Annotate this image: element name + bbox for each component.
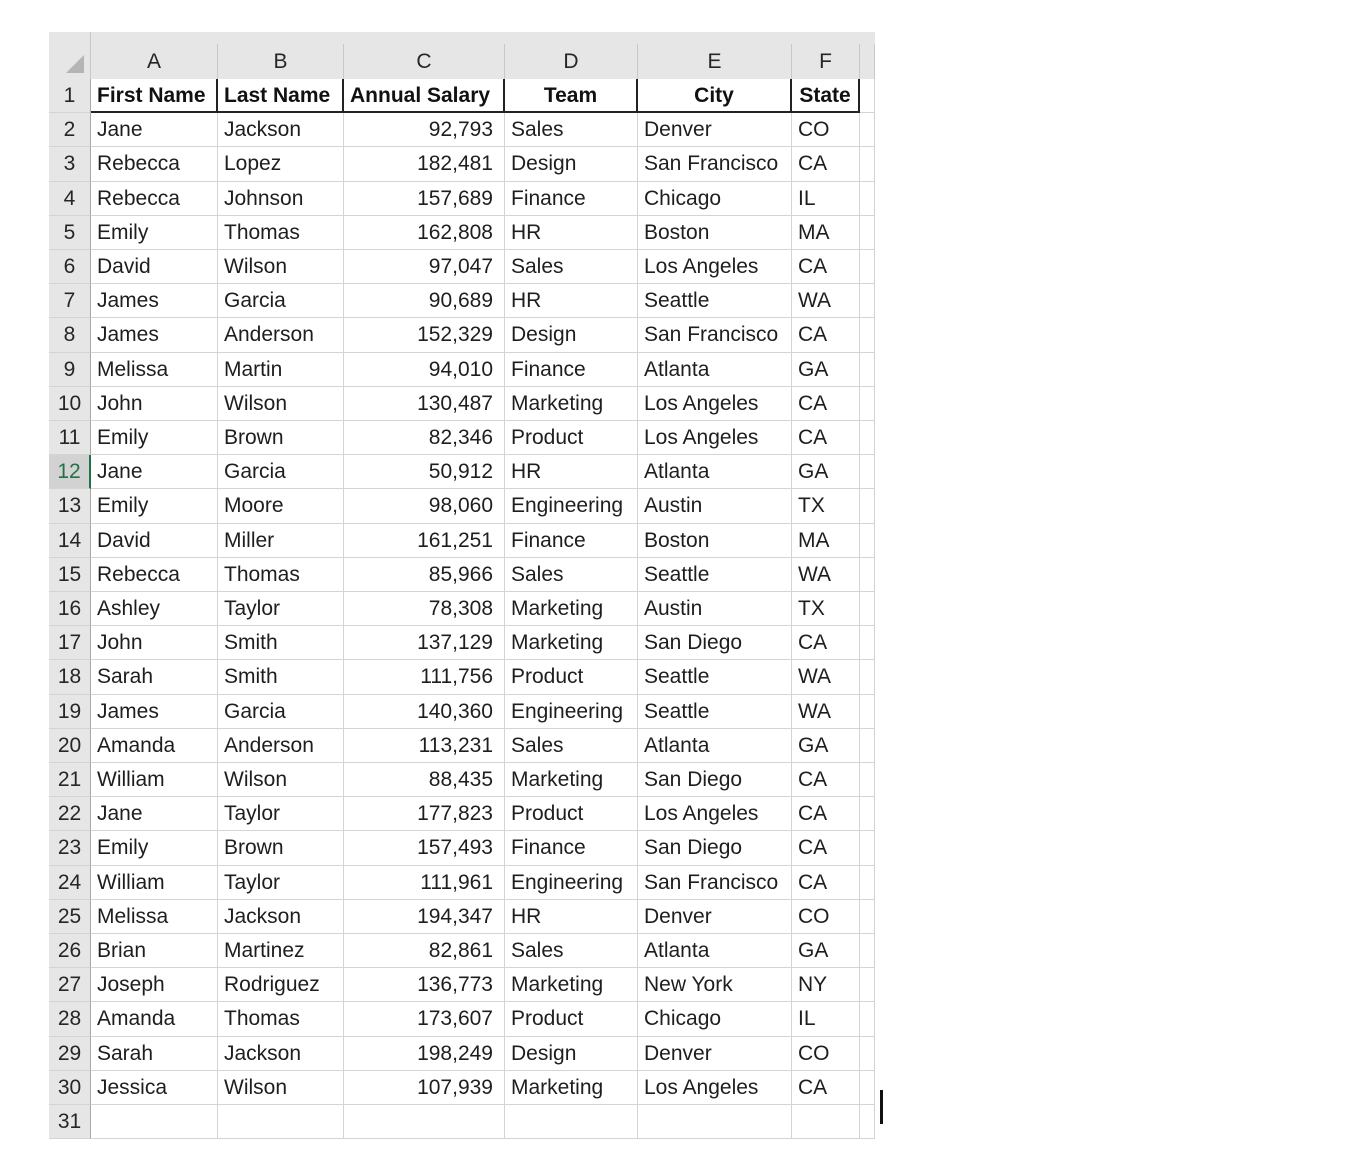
row-header-23[interactable]: 23 (49, 831, 91, 865)
cell-empty[interactable] (860, 558, 875, 592)
cell-state[interactable]: CA (792, 1071, 860, 1105)
cell-last-name[interactable] (218, 1105, 344, 1139)
cell-state[interactable]: MA (792, 524, 860, 558)
cell-last-name[interactable]: Wilson (218, 250, 344, 284)
cell-first-name[interactable]: James (91, 695, 218, 729)
cell-state[interactable]: MA (792, 216, 860, 250)
cell-annual-salary[interactable]: 140,360 (344, 695, 505, 729)
cell-team[interactable]: HR (505, 900, 638, 934)
row-header-5[interactable]: 5 (49, 216, 91, 250)
cell-first-name[interactable]: John (91, 387, 218, 421)
row-header-20[interactable]: 20 (49, 729, 91, 763)
table-row (49, 968, 875, 1002)
cell-last-name[interactable]: Lopez (218, 147, 344, 181)
cell-state[interactable]: NY (792, 968, 860, 1002)
cell-last-name[interactable]: Thomas (218, 558, 344, 592)
cell-city[interactable]: San Diego (638, 831, 792, 865)
row-header-2[interactable]: 2 (49, 113, 91, 147)
cell-city[interactable]: Seattle (638, 695, 792, 729)
cell-annual-salary[interactable]: 113,231 (344, 729, 505, 763)
cell-empty[interactable] (860, 1071, 875, 1105)
cell-annual-salary[interactable]: 157,493 (344, 831, 505, 865)
cell-empty[interactable] (860, 763, 875, 797)
cell-annual-salary[interactable]: 194,347 (344, 900, 505, 934)
cell-city[interactable]: Denver (638, 900, 792, 934)
column-header-d[interactable]: D (505, 44, 638, 79)
cell-state[interactable]: CO (792, 900, 860, 934)
table-row (49, 626, 875, 660)
row-header-29[interactable]: 29 (49, 1037, 91, 1071)
cell-city[interactable]: Austin (638, 489, 792, 523)
cell-last-name[interactable]: Taylor (218, 797, 344, 831)
cell-first-name[interactable]: Joseph (91, 968, 218, 1002)
cell-last-name[interactable]: Thomas (218, 216, 344, 250)
cell-annual-salary[interactable]: 82,861 (344, 934, 505, 968)
table-row (49, 763, 875, 797)
cell-last-name[interactable]: Wilson (218, 387, 344, 421)
table-row (49, 524, 875, 558)
cell-first-name[interactable]: Amanda (91, 729, 218, 763)
cell-team[interactable]: Finance (505, 182, 638, 216)
spreadsheet-grid (49, 32, 875, 1133)
cell-first-name[interactable]: Emily (91, 489, 218, 523)
cell-empty[interactable] (860, 353, 875, 387)
row-header-28[interactable]: 28 (49, 1002, 91, 1036)
cell-team[interactable]: Product (505, 421, 638, 455)
cell-state[interactable]: WA (792, 284, 860, 318)
row-header-24[interactable]: 24 (49, 866, 91, 900)
cell-annual-salary[interactable]: 130,487 (344, 387, 505, 421)
table-row (49, 489, 875, 523)
cell-empty[interactable] (860, 1002, 875, 1036)
table-row (49, 1002, 875, 1036)
select-all-triangle-icon (66, 55, 84, 73)
cell-team[interactable]: Engineering (505, 489, 638, 523)
table-row (49, 318, 875, 352)
cell-state[interactable]: GA (792, 729, 860, 763)
cell-team[interactable]: HR (505, 216, 638, 250)
cell-empty[interactable] (860, 147, 875, 181)
cell-empty[interactable] (860, 318, 875, 352)
cell-annual-salary[interactable]: 198,249 (344, 1037, 505, 1071)
cell-empty[interactable] (860, 524, 875, 558)
cell-team[interactable]: Marketing (505, 626, 638, 660)
cell-empty[interactable] (860, 900, 875, 934)
cell-team[interactable]: HR (505, 284, 638, 318)
row-header-3[interactable]: 3 (49, 147, 91, 181)
cell-city[interactable]: San Francisco (638, 147, 792, 181)
cell-team[interactable]: Sales (505, 729, 638, 763)
cell-annual-salary[interactable]: 182,481 (344, 147, 505, 181)
cell-last-name[interactable]: Jackson (218, 1037, 344, 1071)
table-row (49, 353, 875, 387)
cell-state[interactable]: CA (792, 318, 860, 352)
column-header-a[interactable]: A (91, 44, 218, 79)
cell-team[interactable]: Sales (505, 250, 638, 284)
cell-team[interactable]: Design (505, 147, 638, 181)
cell-team[interactable]: Design (505, 318, 638, 352)
cell-city[interactable]: Atlanta (638, 353, 792, 387)
cell-team[interactable]: Marketing (505, 592, 638, 626)
cell-last-name[interactable]: Smith (218, 660, 344, 694)
cell-first-name[interactable]: Sarah (91, 660, 218, 694)
cell-first-name[interactable]: Melissa (91, 900, 218, 934)
column-header-g[interactable] (860, 44, 875, 79)
cell-team[interactable]: Sales (505, 113, 638, 147)
cell-team[interactable] (505, 1105, 638, 1139)
cell-team[interactable]: Design (505, 1037, 638, 1071)
cell-city[interactable]: Seattle (638, 660, 792, 694)
cell-city[interactable]: Los Angeles (638, 250, 792, 284)
cell-last-name[interactable]: Taylor (218, 866, 344, 900)
cell-empty[interactable] (860, 284, 875, 318)
row-header-12[interactable]: 12 (49, 455, 91, 489)
cell-city[interactable]: Los Angeles (638, 797, 792, 831)
row-header-30[interactable]: 30 (49, 1071, 91, 1105)
table-row (49, 660, 875, 694)
header-cell-last-name[interactable]: Last Name (218, 79, 344, 113)
cell-first-name[interactable]: Jane (91, 455, 218, 489)
cell-last-name[interactable]: Martin (218, 353, 344, 387)
cell-first-name[interactable]: William (91, 763, 218, 797)
cell-empty[interactable] (860, 797, 875, 831)
cell-last-name[interactable]: Martinez (218, 934, 344, 968)
row-header-1[interactable]: 1 (49, 79, 91, 113)
header-cell-team[interactable]: Team (505, 79, 638, 113)
cell-city[interactable]: Atlanta (638, 729, 792, 763)
cell-first-name[interactable]: Rebecca (91, 558, 218, 592)
table-row (49, 592, 875, 626)
cell-last-name[interactable]: Wilson (218, 1071, 344, 1105)
cell-state[interactable] (792, 1105, 860, 1139)
cell-team[interactable]: Finance (505, 524, 638, 558)
cell-state[interactable]: TX (792, 489, 860, 523)
cell-city[interactable]: Denver (638, 113, 792, 147)
row-header-13[interactable]: 13 (49, 489, 91, 523)
cell-last-name[interactable]: Rodriguez (218, 968, 344, 1002)
header-cell-annual-salary[interactable]: Annual Salary (344, 79, 505, 113)
cell-state[interactable]: GA (792, 934, 860, 968)
cell-state[interactable]: GA (792, 353, 860, 387)
cell-team[interactable]: Product (505, 660, 638, 694)
cell-city[interactable]: Chicago (638, 1002, 792, 1036)
cell-state[interactable]: GA (792, 455, 860, 489)
cell-state[interactable]: CA (792, 626, 860, 660)
cell-state[interactable]: CA (792, 797, 860, 831)
cell-empty[interactable] (860, 387, 875, 421)
table-row (49, 182, 875, 216)
table-row (49, 695, 875, 729)
cell-first-name[interactable]: Rebecca (91, 182, 218, 216)
cell-state[interactable]: CA (792, 147, 860, 181)
cell-empty[interactable] (860, 250, 875, 284)
column-header-bar (49, 32, 875, 79)
header-cell-state[interactable]: State (792, 79, 860, 113)
cell-annual-salary[interactable]: 78,308 (344, 592, 505, 626)
cell-first-name[interactable]: David (91, 524, 218, 558)
cell-first-name[interactable]: Amanda (91, 1002, 218, 1036)
cell-empty[interactable] (860, 866, 875, 900)
cell-team[interactable]: Sales (505, 558, 638, 592)
cell-annual-salary[interactable]: 162,808 (344, 216, 505, 250)
cell-empty[interactable] (860, 182, 875, 216)
cell-team[interactable]: Marketing (505, 1071, 638, 1105)
cell-empty[interactable] (860, 695, 875, 729)
row-header-14[interactable]: 14 (49, 524, 91, 558)
cell-first-name[interactable]: Melissa (91, 353, 218, 387)
cell-last-name[interactable]: Jackson (218, 900, 344, 934)
cell-team[interactable]: Finance (505, 353, 638, 387)
cell-city[interactable]: San Diego (638, 763, 792, 797)
table-row (49, 1105, 875, 1139)
table-row (49, 797, 875, 831)
cell-annual-salary[interactable]: 98,060 (344, 489, 505, 523)
cell-city[interactable]: Denver (638, 1037, 792, 1071)
cell-city[interactable] (638, 1105, 792, 1139)
cell-empty[interactable] (860, 660, 875, 694)
cell-empty[interactable] (860, 1037, 875, 1071)
cell-first-name[interactable]: Jane (91, 797, 218, 831)
table-row (49, 866, 875, 900)
cell-state[interactable]: CA (792, 763, 860, 797)
cell-first-name[interactable]: Brian (91, 934, 218, 968)
cell-city[interactable]: Atlanta (638, 934, 792, 968)
row-header-17[interactable]: 17 (49, 626, 91, 660)
cell-last-name[interactable]: Taylor (218, 592, 344, 626)
cell-first-name[interactable]: James (91, 318, 218, 352)
cell-annual-salary[interactable]: 137,129 (344, 626, 505, 660)
cell-last-name[interactable]: Thomas (218, 1002, 344, 1036)
cell-team[interactable]: Product (505, 1002, 638, 1036)
cell-state[interactable]: CA (792, 866, 860, 900)
column-header-b[interactable]: B (218, 44, 344, 79)
cell-city[interactable]: Seattle (638, 558, 792, 592)
table-row (49, 455, 875, 489)
cell-first-name[interactable]: Jessica (91, 1071, 218, 1105)
cell-annual-salary[interactable]: 152,329 (344, 318, 505, 352)
row-header-6[interactable]: 6 (49, 250, 91, 284)
row-header-19[interactable]: 19 (49, 695, 91, 729)
cell-annual-salary[interactable]: 161,251 (344, 524, 505, 558)
row-header-25[interactable]: 25 (49, 900, 91, 934)
cell-first-name[interactable] (91, 1105, 218, 1139)
cell-state[interactable]: CO (792, 1037, 860, 1071)
cell-last-name[interactable]: Moore (218, 489, 344, 523)
cell-team[interactable]: Engineering (505, 695, 638, 729)
cell-first-name[interactable]: Ashley (91, 592, 218, 626)
row-header-9[interactable]: 9 (49, 353, 91, 387)
text-cursor-icon (880, 1090, 883, 1124)
cell-city[interactable]: San Francisco (638, 866, 792, 900)
cell-first-name[interactable]: Rebecca (91, 147, 218, 181)
cell-city[interactable]: Los Angeles (638, 387, 792, 421)
cell-last-name[interactable]: Brown (218, 831, 344, 865)
table-row (49, 729, 875, 763)
header-cell-city[interactable]: City (638, 79, 792, 113)
cell-last-name[interactable]: Johnson (218, 182, 344, 216)
cell-city[interactable]: Los Angeles (638, 421, 792, 455)
table-row (49, 387, 875, 421)
cell-state[interactable]: TX (792, 592, 860, 626)
cell-annual-salary[interactable]: 173,607 (344, 1002, 505, 1036)
cell-state[interactable]: CA (792, 387, 860, 421)
cell-team[interactable]: Finance (505, 831, 638, 865)
cell-city[interactable]: New York (638, 968, 792, 1002)
cell-annual-salary[interactable]: 82,346 (344, 421, 505, 455)
table-row (49, 558, 875, 592)
cell-city[interactable]: Los Angeles (638, 1071, 792, 1105)
row-header-27[interactable]: 27 (49, 968, 91, 1002)
row-header-22[interactable]: 22 (49, 797, 91, 831)
cell-city[interactable]: San Francisco (638, 318, 792, 352)
cell-empty[interactable] (860, 968, 875, 1002)
header-cell-first-name[interactable]: First Name (91, 79, 218, 113)
cell-empty[interactable] (860, 421, 875, 455)
cell-city[interactable]: Boston (638, 524, 792, 558)
table-row (49, 421, 875, 455)
cell-annual-salary[interactable]: 107,939 (344, 1071, 505, 1105)
table-row (49, 250, 875, 284)
cell-empty[interactable] (860, 1105, 875, 1139)
cell-empty[interactable] (860, 592, 875, 626)
cell-first-name[interactable]: Emily (91, 421, 218, 455)
cell-city[interactable]: Boston (638, 216, 792, 250)
cell-annual-salary[interactable]: 111,756 (344, 660, 505, 694)
cell-empty[interactable] (860, 934, 875, 968)
row-header-7[interactable]: 7 (49, 284, 91, 318)
cell-last-name[interactable]: Jackson (218, 113, 344, 147)
column-header-c[interactable]: C (344, 44, 505, 79)
cell-annual-salary[interactable]: 136,773 (344, 968, 505, 1002)
table-row (49, 1071, 875, 1105)
cell-empty[interactable] (860, 626, 875, 660)
cell-first-name[interactable]: Sarah (91, 1037, 218, 1071)
table-row (49, 284, 875, 318)
cell-team[interactable]: Marketing (505, 968, 638, 1002)
column-header-f[interactable]: F (792, 44, 860, 79)
cell-state[interactable]: WA (792, 660, 860, 694)
table-row (49, 1037, 875, 1071)
cell-annual-salary[interactable] (344, 1105, 505, 1139)
cell-last-name[interactable]: Wilson (218, 763, 344, 797)
cell-state[interactable]: CA (792, 250, 860, 284)
cell-first-name[interactable]: John (91, 626, 218, 660)
cell-first-name[interactable]: Emily (91, 216, 218, 250)
table-row (49, 113, 875, 147)
row-header-15[interactable]: 15 (49, 558, 91, 592)
table-row (49, 934, 875, 968)
row-header-31[interactable]: 31 (49, 1105, 91, 1139)
row-header-11[interactable]: 11 (49, 421, 91, 455)
cell-team[interactable]: HR (505, 455, 638, 489)
cell-empty[interactable] (860, 455, 875, 489)
table-row (49, 216, 875, 250)
cell-last-name[interactable]: Anderson (218, 729, 344, 763)
cell-empty[interactable] (860, 489, 875, 523)
cell-first-name[interactable]: William (91, 866, 218, 900)
cell-state[interactable]: CA (792, 831, 860, 865)
cell-last-name[interactable]: Miller (218, 524, 344, 558)
row-header-21[interactable]: 21 (49, 763, 91, 797)
cell-last-name[interactable]: Anderson (218, 318, 344, 352)
cell-state[interactable]: WA (792, 558, 860, 592)
table-row (49, 831, 875, 865)
table-row (49, 900, 875, 934)
column-header-e[interactable]: E (638, 44, 792, 79)
cell-first-name[interactable]: David (91, 250, 218, 284)
cell-state[interactable]: IL (792, 1002, 860, 1036)
cell-first-name[interactable]: Jane (91, 113, 218, 147)
row-header-18[interactable]: 18 (49, 660, 91, 694)
cell-empty[interactable] (860, 729, 875, 763)
row-header-16[interactable]: 16 (49, 592, 91, 626)
cell-annual-salary[interactable]: 88,435 (344, 763, 505, 797)
cell-team[interactable]: Engineering (505, 866, 638, 900)
cell-last-name[interactable]: Garcia (218, 455, 344, 489)
row-header-10[interactable]: 10 (49, 387, 91, 421)
cell-annual-salary[interactable]: 90,689 (344, 284, 505, 318)
row-header-8[interactable]: 8 (49, 318, 91, 352)
select-all-corner[interactable] (49, 32, 91, 79)
row-header-26[interactable]: 26 (49, 934, 91, 968)
cell-last-name[interactable]: Garcia (218, 695, 344, 729)
cell-state[interactable]: CA (792, 421, 860, 455)
cell-city[interactable]: Chicago (638, 182, 792, 216)
cell-annual-salary[interactable]: 177,823 (344, 797, 505, 831)
cell-last-name[interactable]: Smith (218, 626, 344, 660)
cell-last-name[interactable]: Garcia (218, 284, 344, 318)
cell-team[interactable]: Marketing (505, 387, 638, 421)
cell-team[interactable]: Sales (505, 934, 638, 968)
cell-annual-salary[interactable]: 157,689 (344, 182, 505, 216)
cell-annual-salary[interactable]: 85,966 (344, 558, 505, 592)
cell-state[interactable]: IL (792, 182, 860, 216)
row-header-4[interactable]: 4 (49, 182, 91, 216)
table-header-row (49, 79, 875, 113)
table-row (49, 147, 875, 181)
cell-team[interactable]: Marketing (505, 763, 638, 797)
cell-annual-salary[interactable]: 111,961 (344, 866, 505, 900)
cell-first-name[interactable]: Emily (91, 831, 218, 865)
cell-last-name[interactable]: Brown (218, 421, 344, 455)
cell-annual-salary[interactable]: 97,047 (344, 250, 505, 284)
cell-team[interactable]: Product (505, 797, 638, 831)
cell-annual-salary[interactable]: 94,010 (344, 353, 505, 387)
cell-empty[interactable] (860, 79, 875, 113)
cell-city[interactable]: San Diego (638, 626, 792, 660)
cell-empty[interactable] (860, 831, 875, 865)
cell-first-name[interactable]: James (91, 284, 218, 318)
cell-city[interactable]: Atlanta (638, 455, 792, 489)
cell-state[interactable]: CO (792, 113, 860, 147)
cell-annual-salary[interactable]: 92,793 (344, 113, 505, 147)
cell-city[interactable]: Seattle (638, 284, 792, 318)
cell-state[interactable]: WA (792, 695, 860, 729)
cell-empty[interactable] (860, 216, 875, 250)
cell-annual-salary[interactable]: 50,912 (344, 455, 505, 489)
cell-empty[interactable] (860, 113, 875, 147)
cell-city[interactable]: Austin (638, 592, 792, 626)
